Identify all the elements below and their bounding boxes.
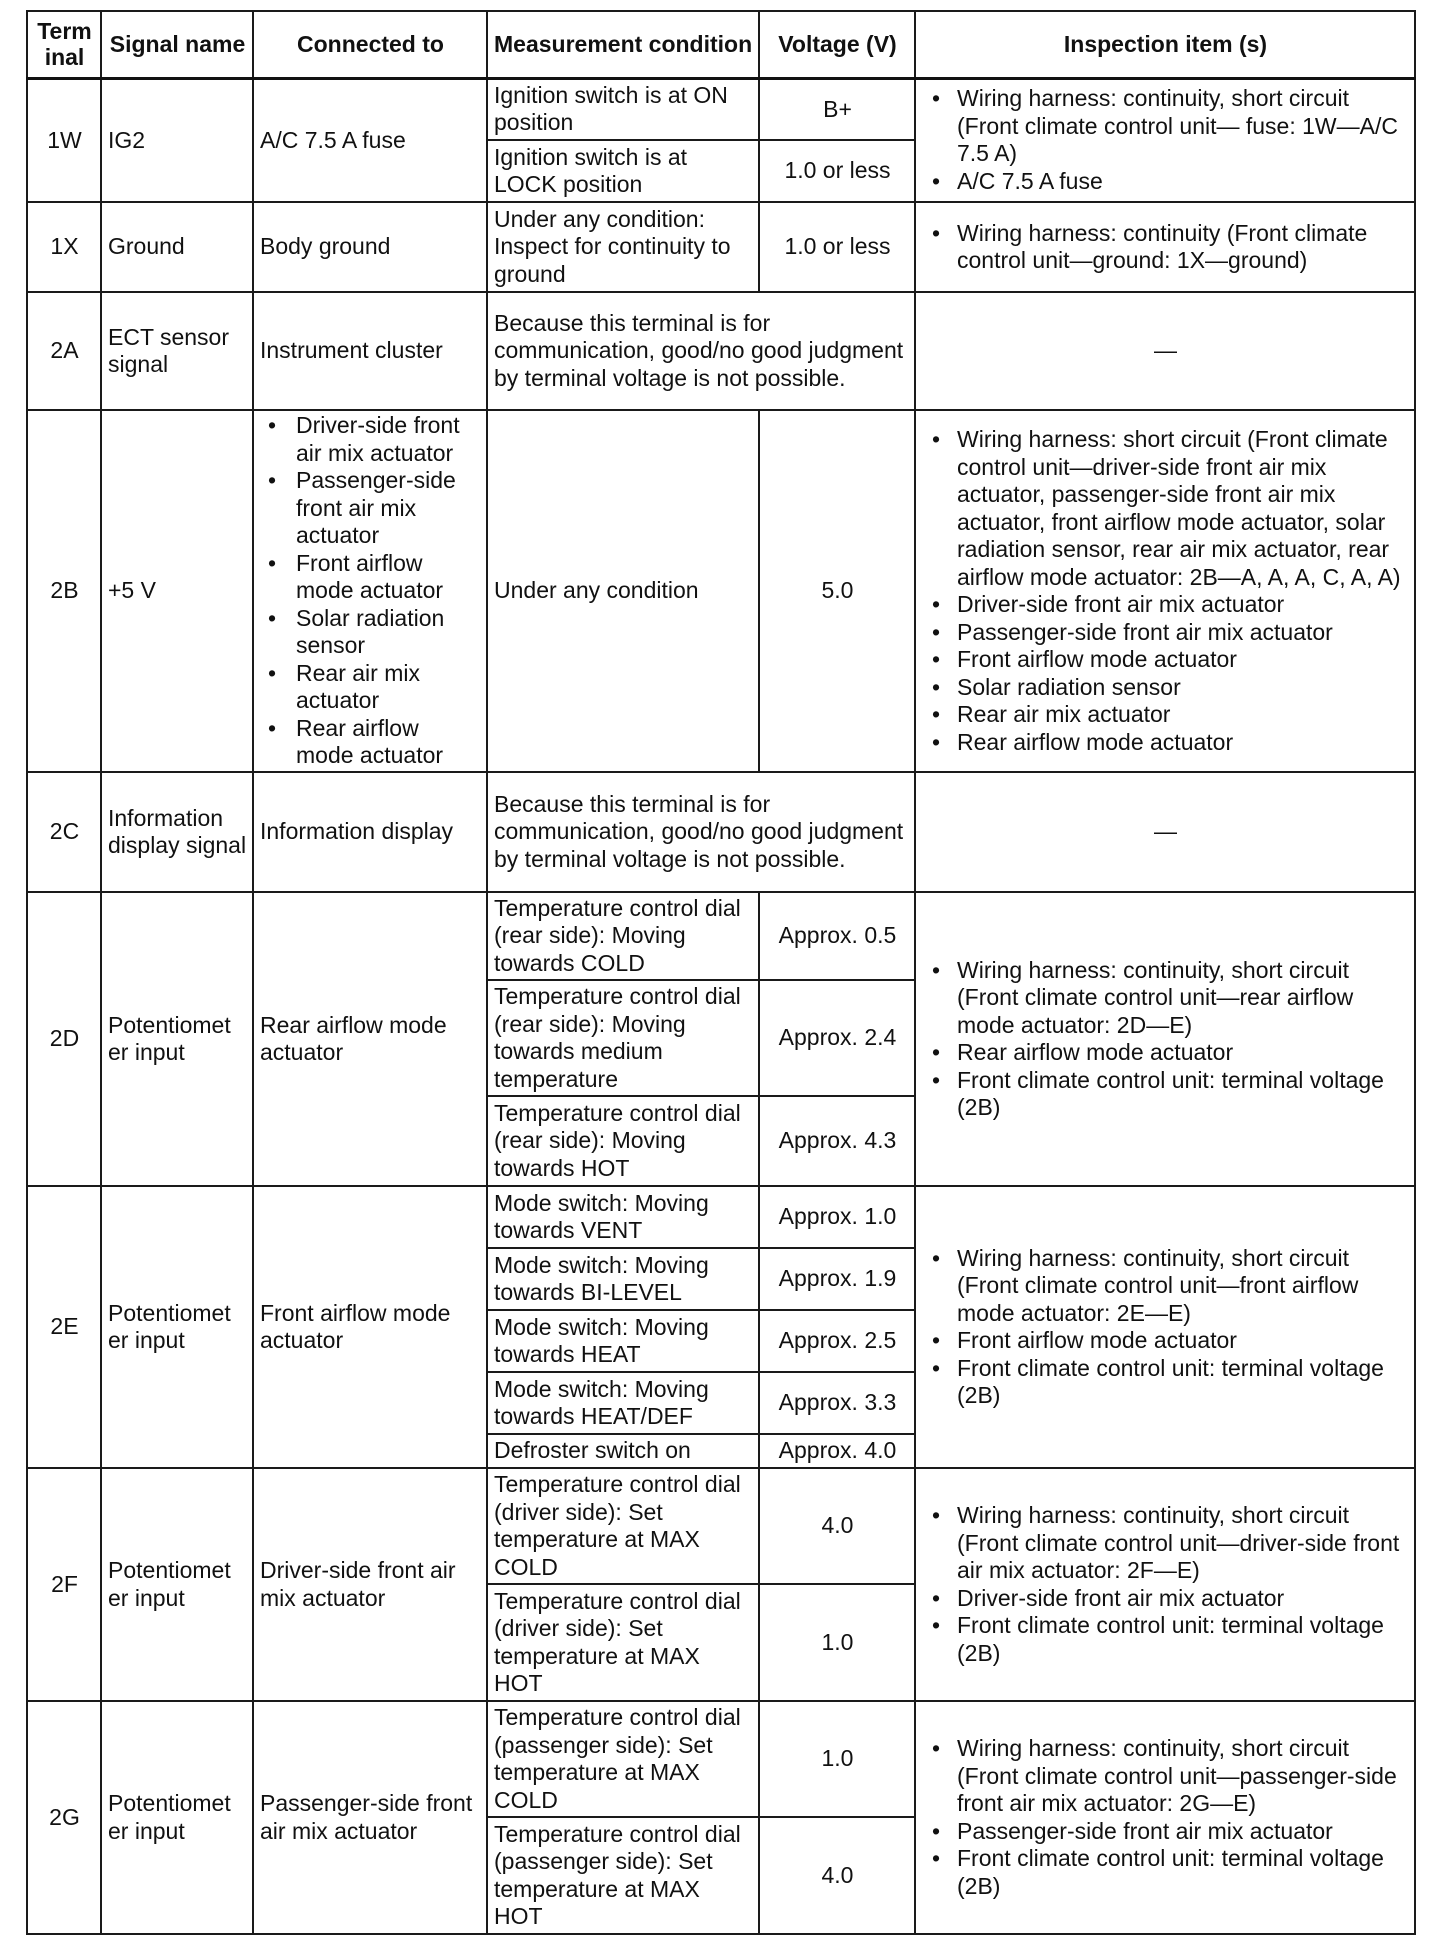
- inspection-cell: [915, 202, 1415, 292]
- inspection-item: • Wiring harness: continuity, short circuit (Front climate control unit—passenger-side front air mix actuator: 2G—E): [957, 1735, 1409, 1818]
- inspection-item: • Front climate control unit: terminal voltage (2B): [957, 1845, 1409, 1900]
- voltage-cell: 4.0: [759, 1817, 915, 1934]
- terminal-table-page: [26, 10, 1414, 1935]
- inspection-cell: [915, 78, 1415, 202]
- inspection-item: • Passenger-side front air mix actuator: [957, 1818, 1409, 1846]
- connected-item: • Rear air mix actuator: [296, 660, 481, 715]
- voltage-cell: 1.0: [759, 1701, 915, 1817]
- communication-note-cell: Because this terminal is for communication, good/no good judgment by terminal voltage is not possible.: [487, 292, 915, 410]
- inspection-item: • Rear airflow mode actuator: [957, 729, 1409, 757]
- connected-item: • Front airflow mode actuator: [296, 550, 481, 605]
- connected-item: • Solar radiation sensor: [296, 605, 481, 660]
- table-row: [27, 410, 1415, 772]
- condition-cell: Under any condition: [487, 410, 759, 772]
- inspection-item: • A/C 7.5 A fuse: [957, 168, 1409, 196]
- table-row: [27, 202, 1415, 292]
- connected-item: • Passenger-side front air mix actuator: [296, 467, 481, 550]
- voltage-cell: Approx. 0.5: [759, 892, 915, 980]
- condition-cell: Temperature control dial (driver side): Set temperature at MAX HOT: [487, 1584, 759, 1701]
- condition-cell: Ignition switch is at ON position: [487, 78, 759, 140]
- inspection-item: • Front airflow mode actuator: [957, 1327, 1409, 1355]
- voltage-cell: Approx. 4.3: [759, 1096, 915, 1186]
- voltage-cell: Approx. 1.0: [759, 1186, 915, 1248]
- table-row: [27, 1701, 1415, 1817]
- inspection-cell: —: [915, 292, 1415, 410]
- signal-name-cell: Information display signal: [101, 772, 253, 892]
- inspection-list: [922, 1735, 1409, 1900]
- connected-to-cell: Body ground: [253, 202, 487, 292]
- inspection-cell: [915, 1468, 1415, 1701]
- signal-name-cell: +5 V: [101, 410, 253, 772]
- connected-to-cell: Front airflow mode actuator: [253, 1186, 487, 1468]
- header-connected-to: Connected to: [253, 11, 487, 78]
- connected-to-cell: A/C 7.5 A fuse: [253, 78, 487, 202]
- table-row: [27, 1186, 1415, 1248]
- terminal-cell: 1X: [27, 202, 101, 292]
- terminal-cell: 2G: [27, 1701, 101, 1934]
- table-row: [27, 292, 1415, 410]
- terminal-cell: 2E: [27, 1186, 101, 1468]
- terminal-cell: 2A: [27, 292, 101, 410]
- inspection-item: • Driver-side front air mix actuator: [957, 591, 1409, 619]
- table-row: [27, 892, 1415, 980]
- terminal-cell: 1W: [27, 78, 101, 202]
- terminal-cell: 2C: [27, 772, 101, 892]
- condition-cell: Defroster switch on: [487, 1434, 759, 1468]
- terminal-voltage-table: [26, 10, 1416, 1935]
- inspection-list: [922, 85, 1409, 195]
- connected-to-cell: Rear airflow mode actuator: [253, 892, 487, 1186]
- inspection-cell: [915, 892, 1415, 1186]
- inspection-item: • Solar radiation sensor: [957, 674, 1409, 702]
- terminal-cell: 2D: [27, 892, 101, 1186]
- condition-cell: Mode switch: Moving towards HEAT: [487, 1310, 759, 1372]
- inspection-list: [922, 426, 1409, 756]
- inspection-list: [922, 1502, 1409, 1667]
- connected-to-list: [260, 412, 481, 770]
- condition-cell: Temperature control dial (driver side): Set temperature at MAX COLD: [487, 1468, 759, 1584]
- condition-cell: Temperature control dial (rear side): Moving towards medium temperature: [487, 980, 759, 1096]
- voltage-cell: 1.0 or less: [759, 202, 915, 292]
- condition-cell: Under any condition: Inspect for continuity to ground: [487, 202, 759, 292]
- inspection-list: [922, 1245, 1409, 1410]
- inspection-item: • Rear airflow mode actuator: [957, 1039, 1409, 1067]
- voltage-cell: 1.0 or less: [759, 140, 915, 202]
- inspection-cell: [915, 1701, 1415, 1934]
- voltage-cell: B+: [759, 78, 915, 140]
- connected-item: • Driver-side front air mix actuator: [296, 412, 481, 467]
- table-row: [27, 772, 1415, 892]
- condition-cell: Ignition switch is at LOCK position: [487, 140, 759, 202]
- inspection-item: • Wiring harness: continuity (Front climate control unit—ground: 1X—ground): [957, 220, 1409, 275]
- signal-name-cell: Potentiomet er input: [101, 1468, 253, 1701]
- inspection-list: [922, 957, 1409, 1122]
- inspection-cell: [915, 1186, 1415, 1468]
- table-row: [27, 1468, 1415, 1584]
- voltage-cell: Approx. 2.5: [759, 1310, 915, 1372]
- inspection-item: • Wiring harness: continuity, short circuit (Front climate control unit—rear airflow mode actuator: 2D—E): [957, 957, 1409, 1040]
- voltage-cell: 1.0: [759, 1584, 915, 1701]
- inspection-cell: [915, 410, 1415, 772]
- terminal-cell: 2F: [27, 1468, 101, 1701]
- signal-name-cell: Potentiomet er input: [101, 1701, 253, 1934]
- inspection-item: • Wiring harness: continuity, short circuit (Front climate control unit— fuse: 1W—A/C 7.5 A): [957, 85, 1409, 168]
- inspection-item: • Front airflow mode actuator: [957, 646, 1409, 674]
- inspection-item: • Wiring harness: continuity, short circuit (Front climate control unit—front airflow mode actuator: 2E—E): [957, 1245, 1409, 1328]
- inspection-item: • Passenger-side front air mix actuator: [957, 619, 1409, 647]
- voltage-cell: Approx. 1.9: [759, 1248, 915, 1310]
- inspection-item: • Rear air mix actuator: [957, 701, 1409, 729]
- inspection-list: [922, 220, 1409, 275]
- connected-to-cell: Driver-side front air mix actuator: [253, 1468, 487, 1701]
- terminal-cell: 2B: [27, 410, 101, 772]
- inspection-item: • Driver-side front air mix actuator: [957, 1585, 1409, 1613]
- condition-cell: Mode switch: Moving towards VENT: [487, 1186, 759, 1248]
- header-inspection-items: Inspection item (s): [915, 11, 1415, 78]
- condition-cell: Temperature control dial (passenger side): Set temperature at MAX COLD: [487, 1701, 759, 1817]
- condition-cell: Temperature control dial (rear side): Moving towards COLD: [487, 892, 759, 980]
- connected-to-cell: Instrument cluster: [253, 292, 487, 410]
- communication-note-cell: Because this terminal is for communication, good/no good judgment by terminal voltage is not possible.: [487, 772, 915, 892]
- header-terminal: Term inal: [27, 11, 101, 78]
- header-measurement-condition: Measurement condition: [487, 11, 759, 78]
- inspection-cell: —: [915, 772, 1415, 892]
- signal-name-cell: ECT sensor signal: [101, 292, 253, 410]
- voltage-cell: 4.0: [759, 1468, 915, 1584]
- condition-cell: Temperature control dial (rear side): Moving towards HOT: [487, 1096, 759, 1186]
- signal-name-cell: IG2: [101, 78, 253, 202]
- condition-cell: Mode switch: Moving towards HEAT/DEF: [487, 1372, 759, 1434]
- connected-to-cell: [253, 410, 487, 772]
- table-row: [27, 78, 1415, 140]
- voltage-cell: 5.0: [759, 410, 915, 772]
- header-voltage: Voltage (V): [759, 11, 915, 78]
- condition-cell: Temperature control dial (passenger side): Set temperature at MAX HOT: [487, 1817, 759, 1934]
- voltage-cell: Approx. 3.3: [759, 1372, 915, 1434]
- connected-item: • Rear airflow mode actuator: [296, 715, 481, 770]
- header-row: [27, 11, 1415, 78]
- header-signal-name: Signal name: [101, 11, 253, 78]
- connected-to-cell: Passenger-side front air mix actuator: [253, 1701, 487, 1934]
- condition-cell: Mode switch: Moving towards BI-LEVEL: [487, 1248, 759, 1310]
- signal-name-cell: Ground: [101, 202, 253, 292]
- inspection-item: • Wiring harness: continuity, short circuit (Front climate control unit—driver-side front air mix actuator: 2F—E): [957, 1502, 1409, 1585]
- signal-name-cell: Potentiomet er input: [101, 1186, 253, 1468]
- connected-to-cell: Information display: [253, 772, 487, 892]
- inspection-item: • Front climate control unit: terminal voltage (2B): [957, 1355, 1409, 1410]
- inspection-item: • Front climate control unit: terminal voltage (2B): [957, 1612, 1409, 1667]
- signal-name-cell: Potentiomet er input: [101, 892, 253, 1186]
- inspection-item: • Wiring harness: short circuit (Front climate control unit—driver-side front air mix actuator, passenger-side front air mix actuator, front airflow mode actuator, solar radiation sensor, rear air mix actuator, rear airflow mode actuator: 2B—A, A, A, C, A, A): [957, 426, 1409, 591]
- voltage-cell: Approx. 4.0: [759, 1434, 915, 1468]
- inspection-item: • Front climate control unit: terminal voltage (2B): [957, 1067, 1409, 1122]
- voltage-cell: Approx. 2.4: [759, 980, 915, 1096]
